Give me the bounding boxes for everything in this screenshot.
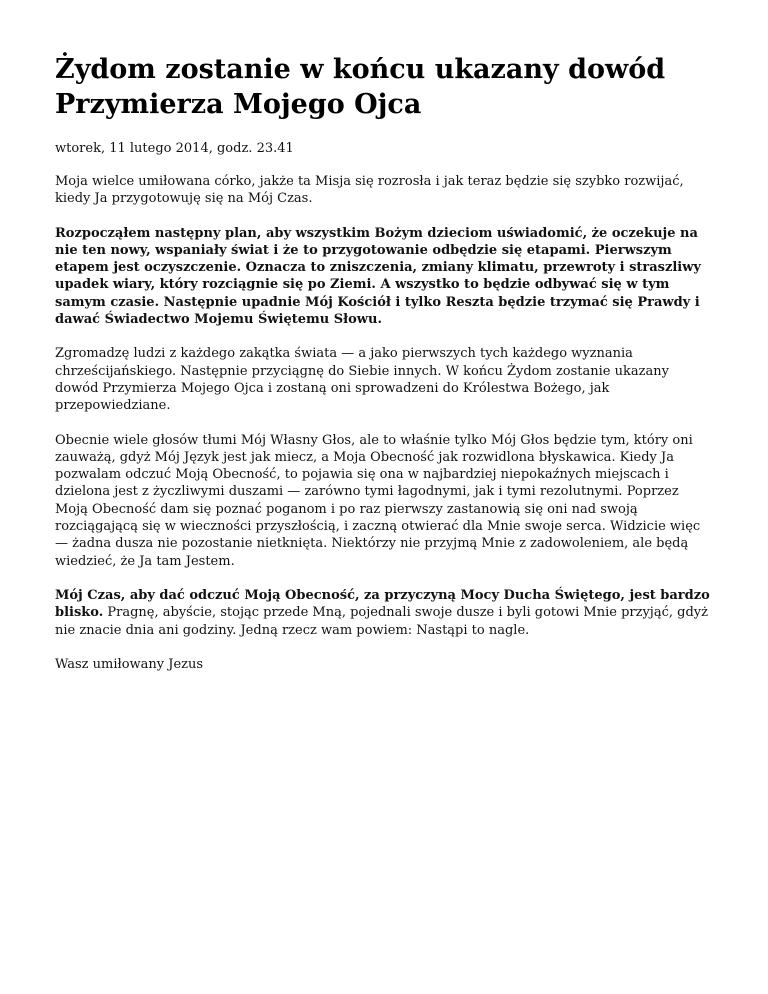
paragraph-5 [55, 587, 715, 639]
paragraph-5-rest: Pragnę, abyście, stojąc przede Mną, pojednali swoje dusze i byli gotowi Mnie przyjąć, gdyż nie znacie dnia ani godziny. Jedną rzecz wam powiem: Nastąpi to nagle. [55, 605, 708, 638]
article-title [55, 52, 715, 122]
paragraph-3: Zgromadzę ludzi z każdego zakątka świata — a jako pierwszych tych każdego wyznania chrześcijańskiego. Następnie przyciągnę do Siebie innych. W końcu Żydom zostanie ukazany dowód Przymierza Mojego Ojca i zostaną oni sprowadzeni do Królestwa Bożego, jak przepowiedziane. [55, 346, 669, 414]
paragraph-1: Moja wielce umiłowana córko, jakże ta Misja się rozrosła i jak teraz będzie się szybko rozwijać, kiedy Ja przygotowuję się na Mój Czas. [55, 174, 684, 207]
paragraph-4: Obecnie wiele głosów tłumi Mój Własny Głos, ale to właśnie tylko Mój Głos będzie tym, który oni zauważą, gdyż Mój Język jest jak miecz, a Moja Obecność jak rozwidlona błyskawica. Kiedy Ja pozwalam odczuć Moją Obecność, to pojawia się ona w najbardziej niepokaźnych miejscach i dzielona jest z życzliwymi duszami — zarówno tymi łagodnymi, jak i tymi rezolutnymi. Poprzez Moją Obecność dam się poznać poganom i po raz pierwszy zastanowią się oni nad swoją rozciągającą się w wieczności przyszłością, i zaczną otwierać dla Mnie swoje serca. Widzicie więc — żadna dusza nie pozostanie nietknięta. Niektórzy nie przyjmą Mnie z zadowoleniem, ale będą wiedzieć, że Ja tam Jestem. [55, 432, 701, 569]
paragraph-5-bold: Mój Czas, aby dać odczuć Moją Obecność, za przyczyną Mocy Ducha Świętego, jest bardzo blisko. [55, 587, 710, 621]
publish-date: wtorek, 11 lutego 2014, godz. 23.41 [55, 141, 294, 156]
title-line-2: Przymierza Mojego Ojca [55, 89, 422, 120]
title-line-1: Żydom zostanie w końcu ukazany dowód [55, 54, 666, 85]
article [55, 52, 715, 672]
article-body [55, 173, 715, 690]
signature: Wasz umiłowany Jezus [55, 656, 204, 672]
paragraph-2: Rozpocząłem następny plan, aby wszystkim Bożym dzieciom uświadomić, że oczekuje na nie ten nowy, wspaniały świat i że to przygotowanie odbędzie się etapami. Pierwszym etapem jest oczyszczenie. Oznacza to zniszczenia, zmiany klimatu, przewroty i straszliwy upadek wiary, który rozciągnie się po Ziemi. A wszystko to będzie odbywać się w tym samym czasie. Następnie upadnie Mój Kościół i tylko Reszta będzie trzymać się Prawdy i dawać Świadectwo Mojemu Świętemu Słowu. [55, 225, 701, 328]
